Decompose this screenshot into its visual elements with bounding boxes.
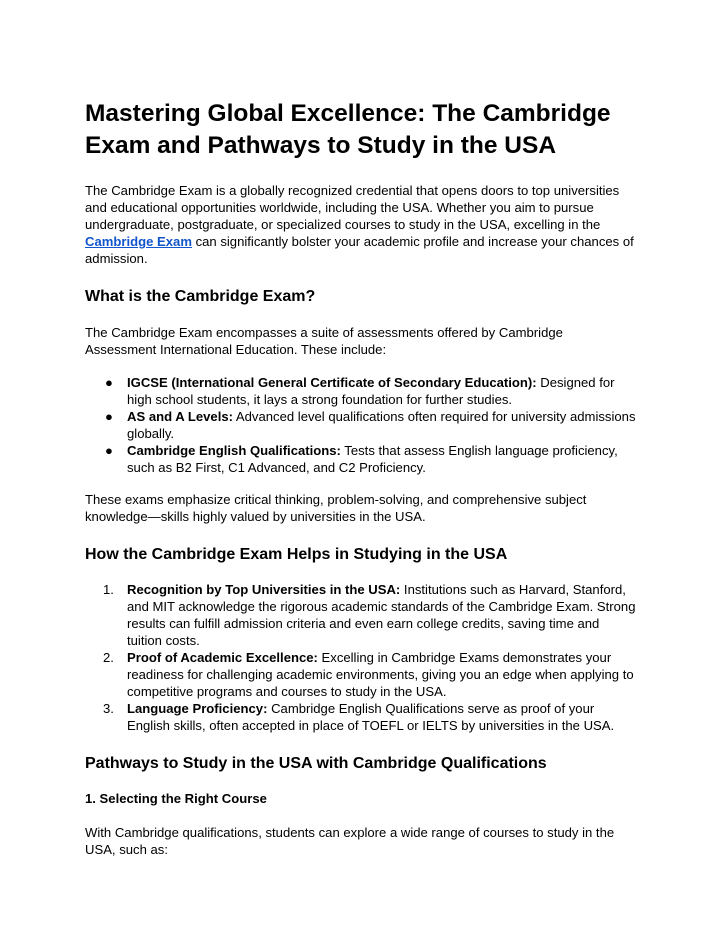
exam-types-list bbox=[85, 374, 637, 476]
document-title: Mastering Global Excellence: The Cambridge Exam and Pathways to Study in the USA bbox=[85, 100, 611, 159]
list-item-title: IGCSE (International General Certificate of Secondary Education): bbox=[127, 375, 537, 390]
intro-text-after-link: can significantly bolster your academic profile and increase your chances of admission. bbox=[85, 234, 634, 266]
list-item bbox=[85, 442, 637, 476]
list-item bbox=[85, 649, 637, 700]
list-item-title: Recognition by Top Universities in the USA: bbox=[127, 582, 401, 597]
list-item-title: Cambridge English Qualifications: bbox=[127, 443, 341, 458]
document-page bbox=[85, 98, 637, 858]
intro-paragraph bbox=[85, 182, 637, 267]
section-heading-pathways: Pathways to Study in the USA with Cambridge Qualifications bbox=[85, 755, 547, 772]
subheading-selecting-course: 1. Selecting the Right Course bbox=[85, 791, 267, 806]
section-heading-how-it-helps: How the Cambridge Exam Helps in Studying in the USA bbox=[85, 546, 508, 563]
bullet-marker: ● bbox=[105, 443, 113, 458]
bullet-marker: ● bbox=[105, 375, 113, 390]
list-item bbox=[85, 700, 637, 734]
list-item-title: Proof of Academic Excellence: bbox=[127, 650, 318, 665]
bullet-marker: ● bbox=[105, 409, 113, 424]
list-item bbox=[85, 374, 637, 408]
section1-paragraph: The Cambridge Exam encompasses a suite of assessments offered by Cambridge Assessment International Education. These include: bbox=[85, 325, 563, 357]
benefits-list bbox=[85, 581, 637, 734]
intro-text-before-link: The Cambridge Exam is a globally recognized credential that opens doors to top universities and educational opportunities worldwide, including the USA. Whether you aim to pursue undergraduate, postgraduate, or specialized courses to study in the USA, excelling in the bbox=[85, 183, 620, 232]
list-item bbox=[85, 581, 637, 649]
section3-paragraph: With Cambridge qualifications, students can explore a wide range of courses to study in the USA, such as: bbox=[85, 825, 615, 857]
list-number: 1. bbox=[103, 582, 114, 597]
list-item-text: Designed for high school students, it lays a strong foundation for further studies. bbox=[127, 375, 615, 407]
list-item-text: Excelling in Cambridge Exams demonstrates your readiness for challenging academic environments, giving you an edge when applying to competitive programs and courses to study in the USA. bbox=[127, 650, 634, 699]
section-heading-what-is: What is the Cambridge Exam? bbox=[85, 288, 316, 305]
list-item-title: AS and A Levels: bbox=[127, 409, 233, 424]
list-number: 3. bbox=[103, 701, 114, 716]
list-item-text: Institutions such as Harvard, Stanford, and MIT acknowledge the rigorous academic standards of the Cambridge Exam. Strong results can fulfill admission criteria and even earn college credits, saving time and tuition costs. bbox=[127, 582, 636, 648]
list-item-text: Cambridge English Qualifications serve as proof of your English skills, often accepted in place of TOEFL or IELTS by universities in the USA. bbox=[127, 701, 615, 733]
section1-closing-paragraph: These exams emphasize critical thinking, problem-solving, and comprehensive subject knowledge—skills highly valued by universities in the USA. bbox=[85, 492, 587, 524]
cambridge-exam-link[interactable]: Cambridge Exam bbox=[85, 234, 192, 249]
list-number: 2. bbox=[103, 650, 114, 665]
list-item-text: Tests that assess English language proficiency, such as B2 First, C1 Advanced, and C2 Proficiency. bbox=[127, 443, 618, 475]
list-item-title: Language Proficiency: bbox=[127, 701, 268, 716]
list-item bbox=[85, 408, 637, 442]
list-item-text: Advanced level qualifications often required for university admissions globally. bbox=[127, 409, 636, 441]
